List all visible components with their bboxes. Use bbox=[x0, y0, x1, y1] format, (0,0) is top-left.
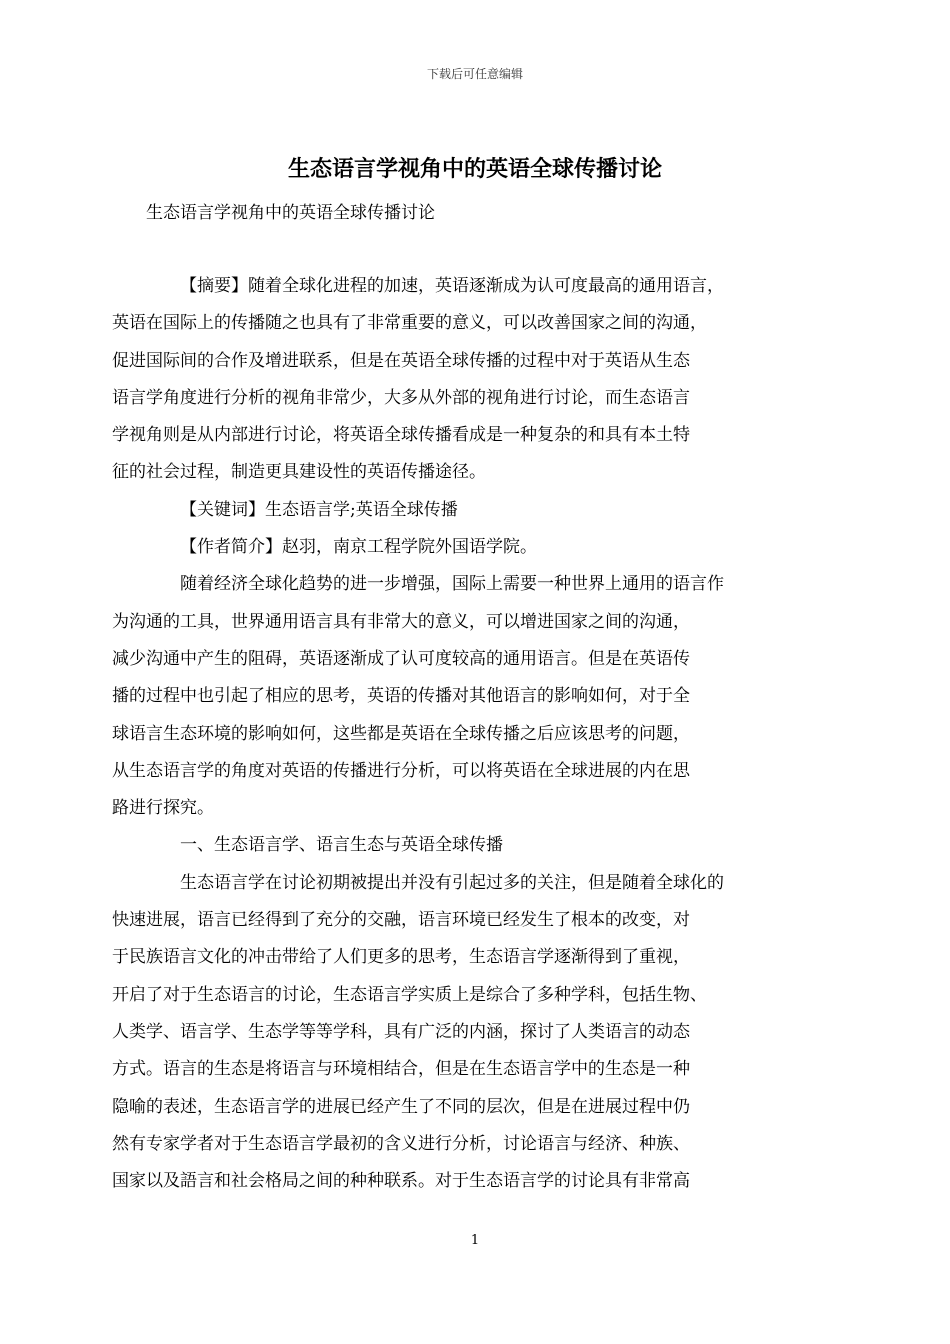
paragraph-line: 播的过程中也引起了相应的思考，英语的传播对其他语言的影响如何，对于全 bbox=[112, 686, 690, 707]
paragraph-line: 减少沟通中产生的阻碍，英语逐渐成了认可度较高的通用语言。但是在英语传 bbox=[112, 648, 690, 669]
paragraph-line: 生态语言学在讨论初期被提出并没有引起过多的关注，但是随着全球化的 bbox=[180, 872, 724, 893]
paragraph-line: 然有专家学者对于生态语言学最初的含义进行分析，讨论语言与经济、种族、 bbox=[112, 1133, 690, 1154]
paragraph bbox=[146, 827, 826, 864]
paragraph-line: 学视角则是从内部进行讨论，将英语全球传播看成是一种复杂的和具有本土特 bbox=[112, 425, 690, 446]
header-note: 下载后可任意编辑 bbox=[426, 67, 523, 81]
paragraph-line: 快速进展，语言已经得到了充分的交融，语言环境已经发生了根本的改变，对 bbox=[112, 910, 690, 931]
paragraph bbox=[146, 492, 826, 529]
paragraph-line: 为沟通的工具，世界通用语言具有非常大的意义，可以增进国家之间的沟通， bbox=[112, 611, 690, 632]
paragraph-line: 路进行探究。 bbox=[112, 798, 214, 819]
document-title: 生态语言学视角中的英语全球传播讨论 bbox=[287, 156, 662, 182]
paragraph bbox=[112, 566, 826, 827]
paragraph bbox=[146, 529, 826, 566]
paragraph-line: 一、生态语言学、语言生态与英语全球传播 bbox=[180, 835, 503, 856]
paragraph bbox=[112, 268, 826, 492]
paragraph-line: 语言学角度进行分析的视角非常少，大多从外部的视角进行讨论，而生态语言 bbox=[112, 387, 690, 408]
paragraph-line: 国家以及語言和社会格局之间的种种联系。对于生态语言学的讨论具有非常高 bbox=[112, 1171, 690, 1192]
paragraph-line: 促进国际间的合作及增进联系，但是在英语全球传播的过程中对于英语从生态 bbox=[112, 350, 690, 371]
paragraph-line: 征的社会过程，制造更具建设性的英语传播途径。 bbox=[112, 462, 486, 483]
paragraph-line: 随着经济全球化趋势的进一步增强，国际上需要一种世界上通用的语言作 bbox=[180, 574, 724, 595]
paragraph-line: 球语言生态环境的影响如何，这些都是英语在全球传播之后应该思考的问题， bbox=[112, 723, 690, 744]
paragraph-line: 从生态语言学的角度对英语的传播进行分析，可以将英语在全球进展的内在思 bbox=[112, 760, 690, 781]
paragraph-line: 【作者简介】赵羽，南京工程学院外国语学院。 bbox=[180, 537, 537, 558]
paragraph-line: 【关键词】生态语言学;英语全球传播 bbox=[180, 499, 458, 520]
document-body bbox=[112, 268, 826, 1200]
document-subtitle: 生态语言学视角中的英语全球传播讨论 bbox=[146, 203, 435, 223]
paragraph-line: 英语在国际上的传播随之也具有了非常重要的意义，可以改善国家之间的沟通， bbox=[112, 313, 707, 334]
paragraph-line: 【摘要】随着全球化进程的加速，英语逐渐成为认可度最高的通用语言， bbox=[180, 276, 724, 296]
paragraph-line: 人类学、语言学、生态学等等学科，具有广泛的内涵，探讨了人类语言的动态 bbox=[112, 1021, 690, 1042]
paragraph-line: 于民族语言文化的冲击带给了人们更多的思考，生态语言学逐渐得到了重视， bbox=[112, 947, 690, 968]
paragraph-line: 开启了对于生态语言的讨论，生态语言学实质上是综合了多种学科，包括生物、 bbox=[112, 984, 707, 1005]
page-number: 1 bbox=[470, 1233, 480, 1248]
paragraph-line: 隐喻的表述，生态语言学的进展已经产生了不同的层次，但是在进展过程中仍 bbox=[112, 1096, 690, 1117]
paragraph bbox=[112, 865, 826, 1201]
paragraph-line: 方式。语言的生态是将语言与环境相结合，但是在生态语言学中的生态是一种 bbox=[112, 1059, 690, 1080]
